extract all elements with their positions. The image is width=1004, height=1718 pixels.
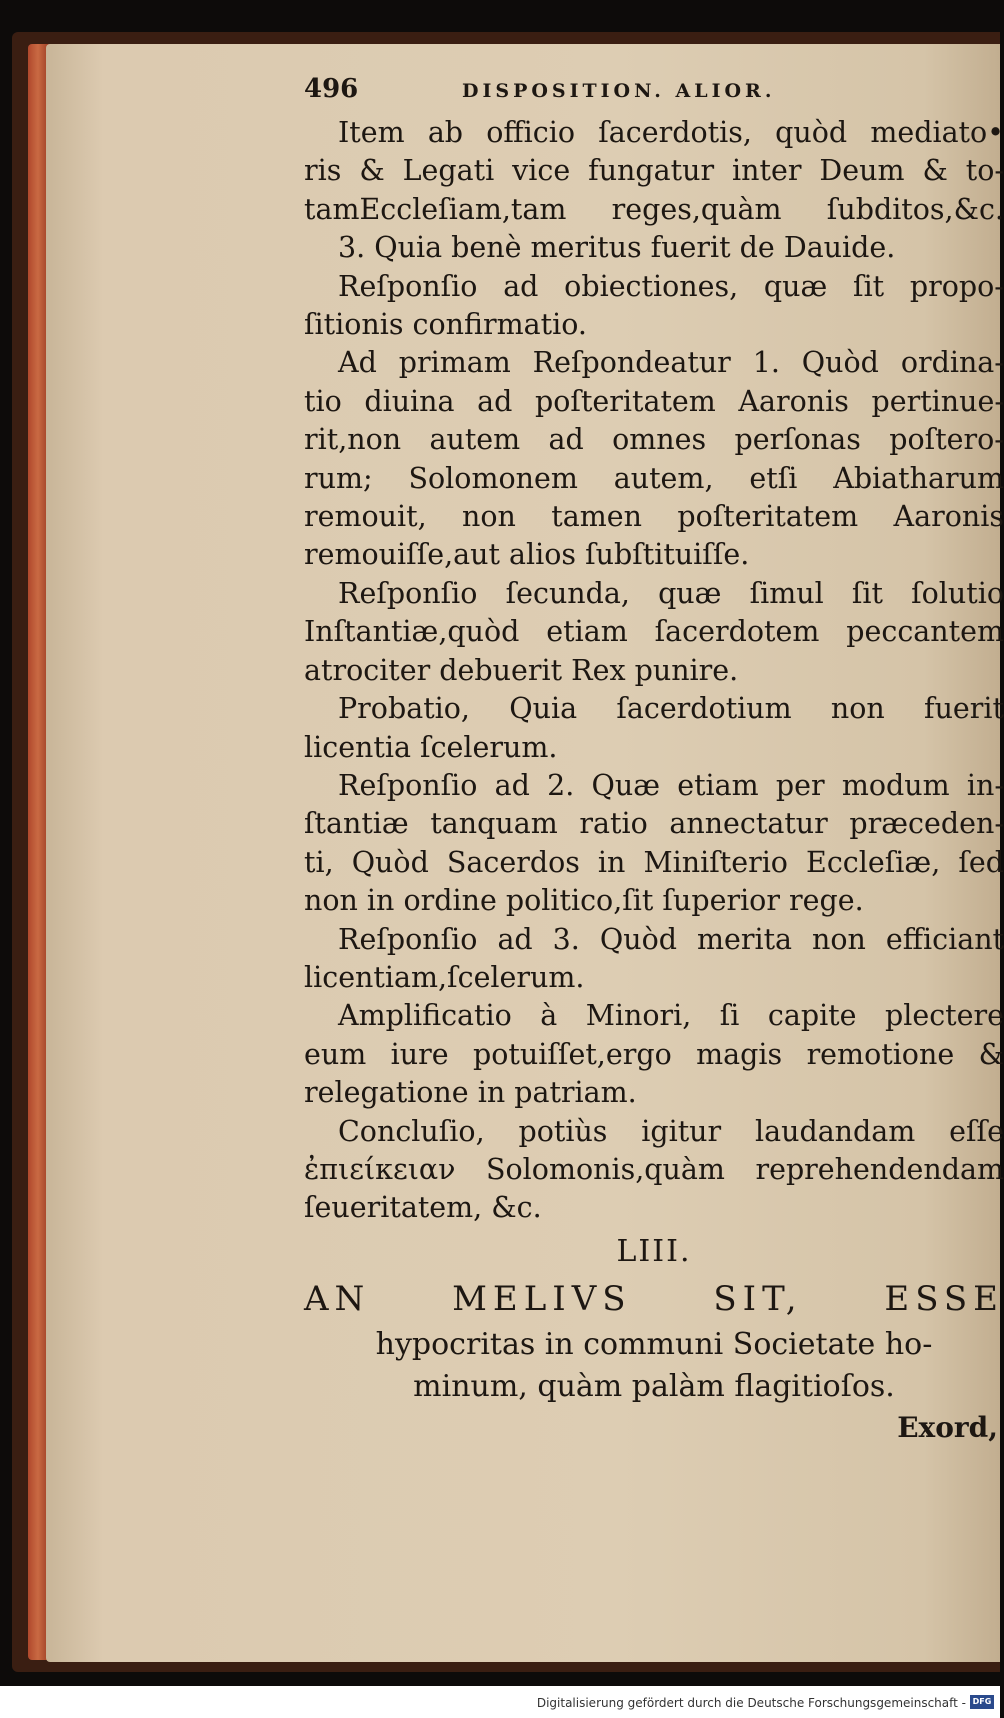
- word: ad: [477, 384, 513, 418]
- text-line: [304, 805, 1004, 843]
- word: ſacerdotis,: [598, 116, 752, 149]
- word: etiam: [546, 615, 628, 649]
- word: obiectiones,: [564, 269, 739, 303]
- text-line: [304, 1036, 1004, 1074]
- word: quæ: [763, 269, 828, 303]
- text-line: [304, 268, 1004, 306]
- text-line: [304, 421, 1004, 459]
- text-line: [304, 191, 1004, 229]
- word: efficiant: [885, 922, 1004, 956]
- word: modum: [841, 768, 950, 802]
- text-line: [304, 1113, 1004, 1151]
- word: ſtantiæ: [304, 807, 409, 841]
- text-line: licentia ſcelerum.: [304, 730, 558, 764]
- section-title-word: SIT,: [713, 1278, 803, 1319]
- word: Aaronis: [893, 500, 1004, 534]
- word: Aaronis: [738, 384, 849, 418]
- word: diuina: [364, 384, 455, 418]
- word: quæ: [658, 576, 722, 610]
- word: vice: [512, 154, 571, 188]
- dfg-logo: DFG: [970, 1695, 994, 1709]
- word: eſſe: [949, 1114, 1004, 1148]
- word: ad: [548, 423, 584, 457]
- body-text: [304, 114, 1004, 1228]
- word: mediato•: [870, 116, 1004, 149]
- word: Quia: [509, 692, 578, 726]
- catchword: Exord,: [897, 1410, 998, 1444]
- word: etiam: [677, 768, 759, 802]
- word: ris: [304, 154, 342, 188]
- word: Quòd: [351, 845, 429, 879]
- word: capite: [767, 999, 857, 1033]
- word: Miniſterio: [643, 845, 788, 879]
- running-head: DISPOSITION. ALIOR.: [462, 80, 776, 102]
- word: quòd: [775, 116, 848, 149]
- text-line: [304, 575, 1004, 613]
- word: remouit,: [304, 500, 427, 534]
- word: &: [922, 154, 948, 188]
- word: 1.: [752, 346, 780, 380]
- word: Quæ: [591, 768, 661, 802]
- word: reprehendendam: [755, 1152, 1004, 1186]
- word: ſubditos,&c.: [826, 192, 1004, 226]
- word: Reſponſio: [338, 269, 478, 303]
- word: laudandam: [754, 1114, 916, 1148]
- word: Amplificatio: [338, 999, 512, 1033]
- word: pertinue-: [871, 384, 1004, 418]
- word: non: [462, 500, 516, 534]
- text-line: [304, 344, 1004, 382]
- word: ab: [427, 116, 464, 149]
- word: reges,quàm: [611, 192, 782, 226]
- word: ordina-: [900, 346, 1004, 380]
- word: Ad: [338, 346, 377, 380]
- word: ſed: [958, 845, 1004, 879]
- word: Reſpondeatur: [532, 346, 731, 380]
- word: perſonas: [734, 423, 861, 457]
- word: per: [775, 768, 825, 802]
- footer-bar: [0, 1686, 1000, 1718]
- word: Item: [338, 116, 405, 149]
- text-line: ſitionis confirmatio.: [304, 308, 587, 342]
- word: Reſponſio: [338, 576, 478, 610]
- text-line: ſeueritatem, &c.: [304, 1191, 542, 1225]
- footer-credit: Digitalisierung gefördert durch die Deutsche Forschungsgemeinschaft -: [536, 1696, 966, 1710]
- word: 3.: [552, 922, 580, 956]
- word: magis: [696, 1037, 783, 1071]
- word: &: [978, 1037, 1004, 1071]
- word: potuiſſet,ergo: [473, 1037, 672, 1071]
- word: poſtero-: [889, 423, 1004, 457]
- word: præceden-: [849, 807, 1004, 841]
- word: Legati: [402, 154, 495, 188]
- word: etſi: [749, 461, 798, 495]
- text-line: remouiſſe,aut alios ſubſtituiſſe.: [304, 538, 750, 572]
- text-line: [304, 498, 1004, 536]
- text-line: [304, 1151, 1004, 1189]
- word: potiùs: [518, 1114, 608, 1148]
- word: in: [597, 845, 626, 879]
- word: in-: [966, 768, 1004, 802]
- word: remotione: [806, 1037, 955, 1071]
- word: ratio: [579, 807, 648, 841]
- word: ſimul: [749, 576, 824, 610]
- word: &: [359, 154, 385, 188]
- book-page: [46, 44, 1004, 1662]
- word: omnes: [612, 423, 707, 457]
- text-line: atrociter debuerit Rex punire.: [304, 653, 739, 687]
- word: Eccleſiæ,: [806, 845, 941, 879]
- word: ſi: [719, 999, 740, 1033]
- word: plectere: [884, 999, 1004, 1033]
- word: autem,: [613, 461, 714, 495]
- text-line: [304, 767, 1004, 805]
- word: Inſtantiæ,quòd: [304, 615, 520, 649]
- word: inter: [732, 154, 802, 188]
- section-title: [304, 1274, 1004, 1324]
- word: autem: [429, 423, 521, 457]
- word: ad: [497, 922, 533, 956]
- word: ſit: [853, 269, 885, 303]
- word: merita: [696, 922, 793, 956]
- word: Minori,: [585, 999, 692, 1033]
- text-line: [304, 383, 1004, 421]
- text-line: licentiam,ſcelerum.: [304, 960, 585, 994]
- word: primam: [398, 346, 511, 380]
- word: eum: [304, 1037, 367, 1071]
- section-number: LIII.: [616, 1233, 692, 1269]
- word: propo-: [909, 269, 1004, 303]
- word: Solomonem: [408, 461, 578, 495]
- text-line: [304, 921, 1004, 959]
- word: to-: [965, 154, 1004, 188]
- word: non: [812, 922, 866, 956]
- word: tanquam: [430, 807, 558, 841]
- text-line: [304, 997, 1004, 1035]
- text-line: [304, 613, 1004, 651]
- text-line: [304, 844, 1004, 882]
- text-line: relegatione in patriam.: [304, 1076, 637, 1110]
- word: rum;: [304, 461, 373, 495]
- word: fuerit: [924, 692, 1004, 726]
- word: 2.: [547, 768, 575, 802]
- word: Abiatharum: [833, 461, 1004, 495]
- text-line: non in ordine politico,ſit ſuperior rege.: [304, 884, 864, 918]
- section-title-word: AN: [304, 1278, 371, 1319]
- word: officio: [486, 116, 576, 149]
- word: tio: [304, 384, 342, 418]
- word: tamEccleſiam,tam: [304, 192, 567, 226]
- section-title-line: hypocritas in communi Societate ho-: [375, 1326, 933, 1362]
- word: ſecunda,: [505, 576, 630, 610]
- word: annectatur: [669, 807, 828, 841]
- text-line: [304, 114, 1004, 152]
- section-title-word: ESSE: [884, 1278, 1004, 1319]
- word: Quòd: [801, 346, 879, 380]
- word: ſit: [851, 576, 883, 610]
- word: Solomonis,quàm: [486, 1152, 725, 1186]
- page-number: 496: [304, 74, 359, 104]
- word: poſteritatem: [535, 384, 716, 418]
- word: ſacerdotem: [654, 615, 820, 649]
- word: Concluſio,: [338, 1114, 485, 1148]
- word: fungatur: [588, 154, 715, 188]
- word: iure: [390, 1037, 449, 1071]
- word: peccantem: [846, 615, 1004, 649]
- text-line: [304, 460, 1004, 498]
- word: Sacerdos: [446, 845, 580, 879]
- word: Probatio,: [338, 692, 470, 726]
- word: ſacerdotium: [616, 692, 792, 726]
- word: Reſponſio: [338, 922, 478, 956]
- text-line: 3. Quia benè meritus fuerit de Dauide.: [338, 231, 896, 265]
- section-title-line: minum, quàm palàm flagitioſos.: [413, 1368, 895, 1404]
- word: rit,non: [304, 423, 402, 457]
- word: ad: [494, 768, 530, 802]
- word: Quòd: [599, 922, 677, 956]
- word: non: [830, 692, 885, 726]
- word: ti,: [304, 845, 334, 879]
- page-content: [304, 74, 1004, 1448]
- page-header: [304, 74, 996, 114]
- text-line: [304, 152, 1004, 190]
- word: igitur: [641, 1114, 722, 1148]
- word: Deum: [819, 154, 905, 188]
- word: à: [540, 999, 558, 1033]
- word: tamen: [551, 500, 642, 534]
- word: ſolutio: [911, 576, 1004, 610]
- text-line: [304, 690, 1004, 728]
- word: ad: [503, 269, 539, 303]
- section-title-word: MELIVS: [452, 1278, 632, 1319]
- word: ἐπιείκειαν: [304, 1152, 456, 1186]
- word: Reſponſio: [338, 768, 478, 802]
- word: poſteritatem: [677, 500, 859, 534]
